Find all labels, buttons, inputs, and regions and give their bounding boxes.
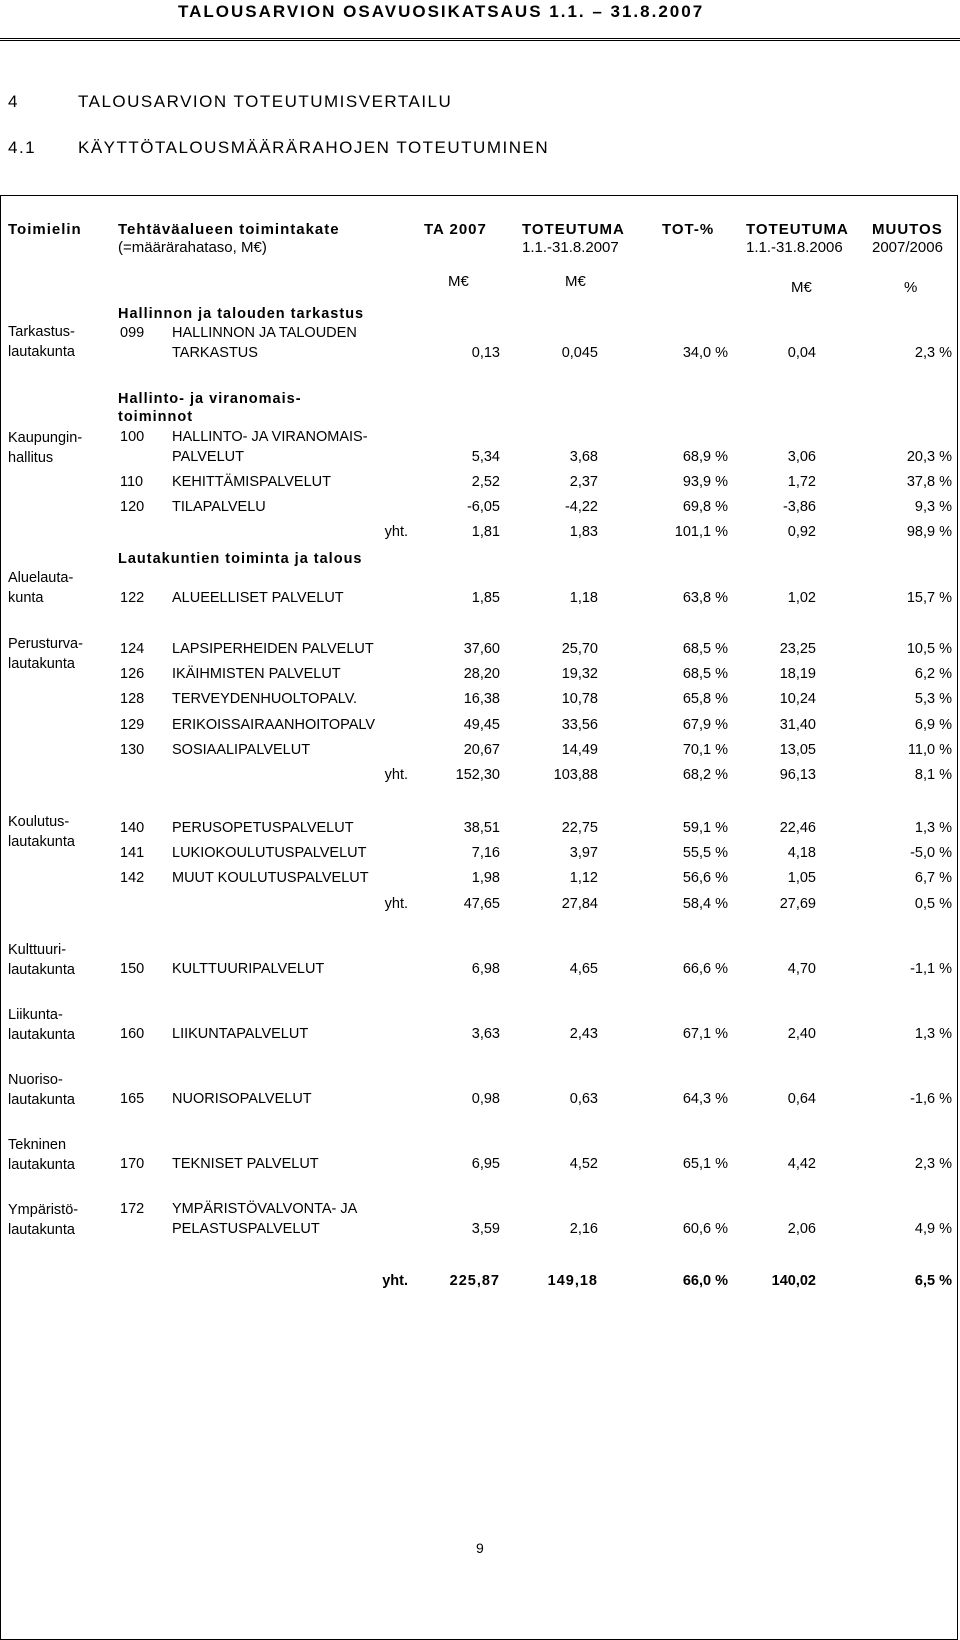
row-code: 141 [120, 845, 145, 861]
organ-tekninen-1: Tekninen [8, 1137, 67, 1153]
row-tot06: 4,70 [787, 961, 816, 977]
row-tot06: 13,05 [779, 742, 816, 758]
row-muutos: 6,2 % [914, 666, 952, 682]
row-tot07: 4,65 [569, 961, 598, 977]
row-tot07: 14,49 [561, 742, 598, 758]
col-toimielin: Toimielin [8, 221, 82, 238]
row-tot07: 1,18 [569, 590, 598, 606]
unit-tot07: M€ [565, 273, 586, 290]
row-tot07: 10,78 [561, 691, 598, 707]
unit-muutos: % [904, 279, 918, 296]
header-rule [0, 38, 960, 41]
row-name: YMPÄRISTÖVALVONTA- JA [172, 1201, 358, 1217]
row-code: 120 [120, 499, 145, 515]
col-muutos-2: 2007/2006 [872, 239, 943, 256]
subsection-number: 4.1 [8, 138, 37, 157]
row-muutos: -1,1 % [910, 961, 952, 977]
organ-aluelautakunta-2: kunta [8, 590, 44, 606]
row-ta: 152,30 [455, 767, 500, 783]
row-name: TERVEYDENHUOLTOPALV. [172, 691, 358, 707]
col-tot07-1: TOTEUTUMA [522, 221, 625, 238]
row-tot06: 27,69 [779, 896, 816, 912]
row-name: LIIKUNTAPALVELUT [172, 1026, 309, 1042]
row-ta: 2,52 [471, 474, 500, 490]
row-muutos: 8,1 % [914, 767, 952, 783]
row-tot06: 1,05 [787, 870, 816, 886]
row-code: 160 [120, 1026, 145, 1042]
row-muutos: 10,5 % [906, 641, 952, 657]
row-muutos: 20,3 % [906, 449, 952, 465]
row-code: 099 [120, 325, 145, 341]
organ-tekninen-2: lautakunta [8, 1157, 75, 1173]
row-name: KULTTUURIPALVELUT [172, 961, 325, 977]
row-name: TEKNISET PALVELUT [172, 1156, 319, 1172]
row-tot06: 3,06 [787, 449, 816, 465]
row-tot06: 2,06 [787, 1221, 816, 1237]
organ-tarkastus-1: Tarkastus- [8, 324, 75, 340]
row-tot07: 33,56 [561, 717, 598, 733]
row-tot07: 0,045 [561, 345, 598, 361]
row-ta: 5,34 [471, 449, 500, 465]
row-tot07: 103,88 [553, 767, 598, 783]
row-code: 130 [120, 742, 145, 758]
row-ta: 28,20 [463, 666, 500, 682]
row-muutos: -1,6 % [910, 1091, 952, 1107]
organ-kulttuuri-1: Kulttuuri- [8, 942, 67, 958]
col-tot07-2: 1.1.-31.8.2007 [522, 239, 619, 256]
row-muutos: 1,3 % [914, 1026, 952, 1042]
row-ta: 7,16 [471, 845, 500, 861]
row-pct: 58,4 % [682, 896, 728, 912]
organ-nuoriso-1: Nuoriso- [8, 1072, 63, 1088]
row-tot06: 0,64 [787, 1091, 816, 1107]
row-pct: 65,1 % [682, 1156, 728, 1172]
row-tot07: 3,68 [569, 449, 598, 465]
row-tot06: 96,13 [779, 767, 816, 783]
row-muutos: 6,9 % [914, 717, 952, 733]
row-code: 129 [120, 717, 145, 733]
row-tot07: 19,32 [561, 666, 598, 682]
row-tot06: 1,72 [787, 474, 816, 490]
row-code: 128 [120, 691, 145, 707]
row-tot06: 2,40 [787, 1026, 816, 1042]
row-ta: 37,60 [463, 641, 500, 657]
row-name-2: PELASTUSPALVELUT [172, 1221, 320, 1237]
row-yht: yht. [384, 524, 408, 540]
row-tot07: 25,70 [561, 641, 598, 657]
row-name: TILAPALVELU [172, 499, 266, 515]
row-code: 110 [120, 474, 144, 490]
row-name: LUKIOKOULUTUSPALVELUT [172, 845, 367, 861]
col-ta: TA 2007 [424, 221, 487, 238]
row-code: 140 [120, 820, 145, 836]
row-name: NUORISOPALVELUT [172, 1091, 312, 1107]
row-tot07: 27,84 [561, 896, 598, 912]
row-ta: 1,85 [471, 590, 500, 606]
row-code: 165 [120, 1091, 145, 1107]
col-tehtava-2: (=määrärahataso, M€) [118, 239, 267, 256]
row-name: MUUT KOULUTUSPALVELUT [172, 870, 369, 886]
row-pct: 66,6 % [682, 961, 728, 977]
row-ta: -6,05 [466, 499, 500, 515]
row-code: 100 [120, 429, 145, 445]
organ-koulutus-2: lautakunta [8, 834, 75, 850]
row-code: 126 [120, 666, 145, 682]
total-tot06: 140,02 [771, 1273, 816, 1289]
organ-ymparisto-1: Ympäristö- [8, 1202, 79, 1218]
row-ta: 16,38 [463, 691, 500, 707]
row-pct: 68,2 % [682, 767, 728, 783]
row-ta: 3,63 [471, 1026, 500, 1042]
organ-kaupunginhallitus-1: Kaupungin- [8, 430, 83, 446]
row-muutos: -5,0 % [910, 845, 952, 861]
row-pct: 68,5 % [682, 666, 728, 682]
col-tot06-1: TOTEUTUMA [746, 221, 849, 238]
total-muutos: 6,5 % [914, 1273, 952, 1289]
row-name: HALLINTO- JA VIRANOMAIS- [172, 429, 368, 445]
row-tot06: 4,18 [787, 845, 816, 861]
row-name-2: TARKASTUS [172, 345, 258, 361]
row-name: ALUEELLISET PALVELUT [172, 590, 344, 606]
row-ta: 20,67 [463, 742, 500, 758]
row-pct: 67,1 % [682, 1026, 728, 1042]
row-tot07: 22,75 [561, 820, 598, 836]
row-code: 142 [120, 870, 145, 886]
row-name: SOSIAALIPALVELUT [172, 742, 311, 758]
row-tot06: 0,92 [787, 524, 816, 540]
row-muutos: 11,0 % [907, 742, 952, 758]
row-code: 150 [120, 961, 145, 977]
unit-tot06: M€ [791, 279, 812, 296]
row-code: 124 [120, 641, 145, 657]
group-hallinto-2: toiminnot [118, 409, 194, 425]
row-muutos: 5,3 % [914, 691, 952, 707]
row-ta: 0,98 [471, 1091, 500, 1107]
row-pct: 67,9 % [682, 717, 728, 733]
organ-ymparisto-2: lautakunta [8, 1222, 75, 1238]
row-muutos: 1,3 % [914, 820, 952, 836]
unit-ta: M€ [448, 273, 469, 290]
col-tehtava-1: Tehtäväalueen toimintakate [118, 221, 340, 238]
row-pct: 70,1 % [682, 742, 728, 758]
row-pct: 65,8 % [682, 691, 728, 707]
row-code: 122 [120, 590, 145, 606]
row-pct: 55,5 % [682, 845, 728, 861]
row-muutos: 4,9 % [914, 1221, 952, 1237]
organ-koulutus-1: Koulutus- [8, 814, 70, 830]
row-tot07: 4,52 [569, 1156, 598, 1172]
row-tot07: 1,12 [569, 870, 598, 886]
row-pct: 63,8 % [682, 590, 728, 606]
row-muutos: 2,3 % [914, 1156, 952, 1172]
row-pct: 60,6 % [682, 1221, 728, 1237]
subsection-title: KÄYTTÖTALOUSMÄÄRÄRAHOJEN TOTEUTUMINEN [78, 138, 550, 157]
row-ta: 3,59 [471, 1221, 500, 1237]
row-tot07: 3,97 [569, 845, 598, 861]
row-tot06: 31,40 [779, 717, 816, 733]
row-name: LAPSIPERHEIDEN PALVELUT [172, 641, 374, 657]
total-ta: 225,87 [449, 1273, 500, 1289]
row-ta: 49,45 [463, 717, 500, 733]
organ-liikunta-1: Liikunta- [8, 1007, 63, 1023]
organ-perusturva-2: lautakunta [8, 656, 75, 672]
row-tot07: 2,37 [569, 474, 598, 490]
total-yht: yht. [382, 1273, 408, 1289]
row-name: IKÄIHMISTEN PALVELUT [172, 666, 341, 682]
row-tot06: 18,19 [779, 666, 816, 682]
row-muutos: 37,8 % [906, 474, 952, 490]
row-name: ERIKOISSAIRAANHOITOPALV [172, 717, 376, 733]
row-pct: 69,8 % [682, 499, 728, 515]
row-muutos: 0,5 % [914, 896, 952, 912]
row-tot07: 2,43 [569, 1026, 598, 1042]
group-hallinto-1: Hallinto- ja viranomais- [118, 391, 302, 407]
row-name: HALLINNON JA TALOUDEN [172, 325, 357, 341]
row-tot06: 23,25 [779, 641, 816, 657]
row-muutos: 98,9 % [906, 524, 952, 540]
organ-kaupunginhallitus-2: hallitus [8, 450, 54, 466]
row-muutos: 9,3 % [914, 499, 952, 515]
row-pct: 93,9 % [682, 474, 728, 490]
group-lautakuntien: Lautakuntien toiminta ja talous [118, 551, 363, 567]
row-tot06: 1,02 [787, 590, 816, 606]
col-tot06-2: 1.1.-31.8.2006 [746, 239, 843, 256]
row-pct: 68,5 % [682, 641, 728, 657]
total-tot07: 149,18 [547, 1273, 598, 1289]
row-ta: 0,13 [471, 345, 500, 361]
section-number: 4 [8, 92, 19, 111]
row-muutos: 6,7 % [914, 870, 952, 886]
row-code: 172 [120, 1201, 145, 1217]
row-name: PERUSOPETUSPALVELUT [172, 820, 354, 836]
row-pct: 68,9 % [682, 449, 728, 465]
row-name-2: PALVELUT [172, 449, 244, 465]
row-name: KEHITTÄMISPALVELUT [172, 474, 331, 490]
row-ta: 1,81 [471, 524, 500, 540]
row-ta: 6,98 [471, 961, 500, 977]
row-muutos: 15,7 % [906, 590, 952, 606]
col-totpct: TOT-% [662, 221, 715, 238]
row-tot06: -3,86 [782, 499, 816, 515]
row-ta: 1,98 [471, 870, 500, 886]
row-pct: 101,1 % [674, 524, 728, 540]
organ-tarkastus-2: lautakunta [8, 344, 75, 360]
page-number: 9 [476, 1540, 484, 1556]
row-tot07: 1,83 [569, 524, 598, 540]
row-code: 170 [120, 1156, 145, 1172]
organ-perusturva-1: Perusturva- [8, 636, 83, 652]
row-pct: 56,6 % [682, 870, 728, 886]
section-title: TALOUSARVION TOTEUTUMISVERTAILU [78, 92, 453, 111]
row-pct: 64,3 % [682, 1091, 728, 1107]
row-yht: yht. [384, 896, 408, 912]
row-ta: 47,65 [463, 896, 500, 912]
row-tot07: 0,63 [569, 1091, 598, 1107]
row-tot06: 22,46 [779, 820, 816, 836]
row-tot06: 4,42 [787, 1156, 816, 1172]
row-yht: yht. [384, 767, 408, 783]
row-tot06: 0,04 [787, 345, 816, 361]
row-pct: 34,0 % [682, 345, 728, 361]
row-ta: 6,95 [471, 1156, 500, 1172]
row-pct: 59,1 % [682, 820, 728, 836]
row-muutos: 2,3 % [914, 345, 952, 361]
col-muutos-1: MUUTOS [872, 221, 943, 238]
organ-aluelautakunta-1: Aluelauta- [8, 570, 74, 586]
organ-liikunta-2: lautakunta [8, 1027, 75, 1043]
row-tot07: 2,16 [569, 1221, 598, 1237]
running-header: TALOUSARVION OSAVUOSIKATSAUS 1.1. – 31.8.2007 [178, 2, 705, 21]
organ-nuoriso-2: lautakunta [8, 1092, 75, 1108]
row-ta: 38,51 [463, 820, 500, 836]
row-tot07: -4,22 [564, 499, 598, 515]
row-tot06: 10,24 [779, 691, 816, 707]
group-hallinnon: Hallinnon ja talouden tarkastus [118, 306, 365, 322]
total-pct: 66,0 % [682, 1273, 728, 1289]
organ-kulttuuri-2: lautakunta [8, 962, 75, 978]
